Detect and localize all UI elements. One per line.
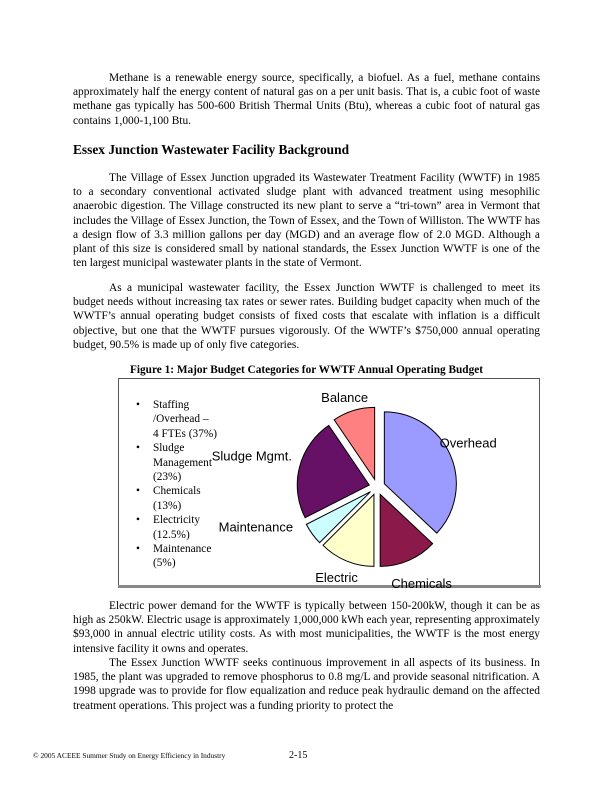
legend-item [133,484,243,513]
intro-paragraph: Methane is a renewable energy source, specifically, a biofuel. As a fuel, methane contains approximately half the energy content of natural gas on a per unit basis. That is, a cubic foot of waste methane gas typically has 500-600 British Thermal Units (Btu), whereas a cubic foot of natural gas contains 1,000-1,100 Btu. [73,72,540,127]
legend-line: (5%) [153,557,176,570]
figure-bottom-rule [118,585,541,588]
bullet-icon: • [136,399,140,411]
pie-slice-label: Sludge Mgmt. [211,448,292,464]
legend-item [133,542,243,571]
budget-paragraph: As a municipal wastewater facility, the Essex Junction WWTF is challenged to meet its budget needs without increasing tax rates or sewer rates. Building budget capacity when much of the WWTF’s annual operating budget consists of fixed costs that escalate with inflation is a difficult objective, but one that the WWTF pursues vigorously. Of the WWTF’s $750,000 annual operating budget, 90.5% is made up of only five categories. [73,282,540,351]
background-paragraph: The Village of Essex Junction upgraded its Wastewater Treatment Facility (WWTF) in 1985 to a secondary conventional activated sludge plant with advanced treatment using mesophilic anaerobic digestion. The Village constructed its new plant to serve a “tri-town” area in Vermont that includes the Village of Essex Junction, the Town of Essex, and the Town of Williston. The WWTF has a design flow of 3.3 million gallons per day (MGD) and an average flow of 2.0 MGD. Although a plant of this size is considered small by national standards, the Essex Junction WWTF is one of the ten largest municipal wastewater plants in the state of Vermont. [73,172,540,270]
figure-legend [133,398,243,571]
legend-item [133,398,243,441]
section-heading: Essex Junction Wastewater Facility Background [73,142,350,157]
legend-line: 4 FTEs (37%) [153,427,218,440]
improvement-paragraph: The Essex Junction WWTF seeks continuous improvement in all aspects of its business. In 1985, the plant was upgraded to remove phosphorus to 0.8 mg/L and provide seasonal nitrification. A 1998 upgrade was to provide for flow equalization and reduce peak hydraulic demand on the affected treatment operations. This project was a funding priority to protect the [73,657,540,712]
page-number: 2-15 [289,750,308,761]
bullet-icon: • [136,514,140,527]
pie-slice-label: Chemicals [391,576,452,592]
footer-copyright: © 2005 ACEEE Summer Study on Energy Efficiency in Industry [33,751,226,760]
electric-paragraph: Electric power demand for the WWTF is typically between 150-200kW, though it can be as high as 250kW. Electric usage is approximately 1,000,000 kWh each year, representing approximately $93,000 in annual electric utility costs. As with most municipalities, the WWTF is the most energy intensive facility it owns and operates. [73,600,540,655]
legend-line: Chemicals [153,485,201,498]
bullet-icon: • [136,485,140,498]
legend-line: Staffing [153,399,190,411]
legend-line: (13%) [153,499,182,512]
budget-pie-chart [211,389,540,592]
figure-caption: Figure 1: Major Budget Categories for WWTF Annual Operating Budget [129,364,484,376]
pie-slice-label: Maintenance [218,519,294,535]
bullet-icon: • [136,543,140,556]
legend-line: (12.5%) [153,528,190,541]
pie-slice-label: Balance [321,389,369,405]
legend-line: Electricity [153,514,201,527]
legend-line: Management [153,456,212,469]
legend-line: Maintenance [153,543,212,556]
legend-line: (23%) [153,471,182,484]
legend-line: /Overhead – [153,413,209,426]
pie-slice-label: Overhead [439,435,497,451]
pie-slice-label: Electric [315,570,358,586]
bullet-icon: • [136,442,140,455]
legend-line: Sludge [153,442,185,455]
